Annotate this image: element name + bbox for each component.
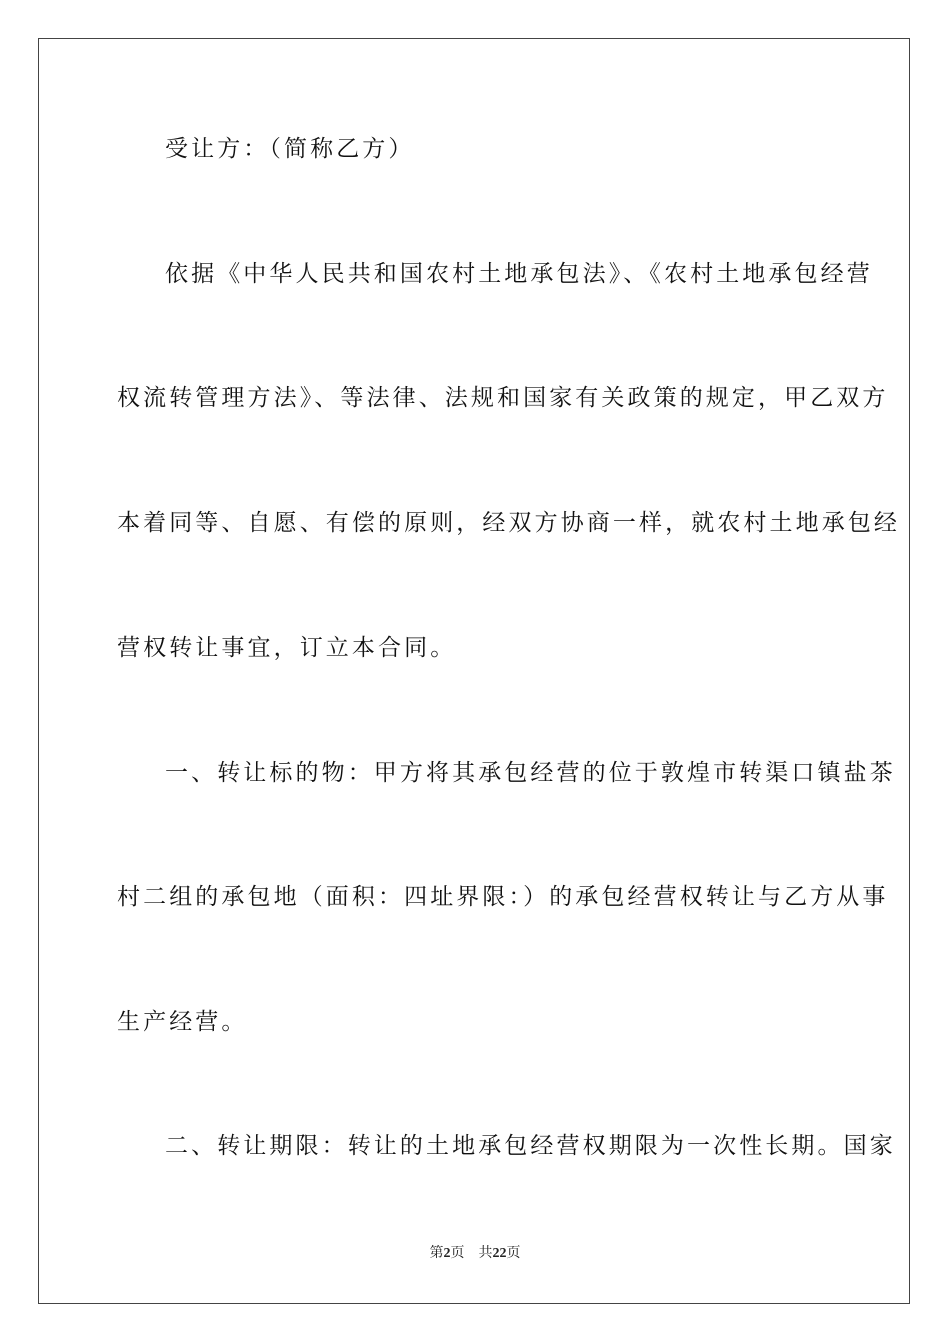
paragraph-line: 营权转让事宜，订立本合同。 [117, 635, 457, 661]
clause-line: 一、转让标的物：甲方将其承包经营的位于敦煌市转渠口镇盐茶 [165, 760, 896, 786]
paragraph-line: 依据《中华人民共和国农村土地承包法》、《农村土地承包经营 [165, 261, 873, 287]
page-number: 2 [443, 1246, 451, 1261]
clause-line: 二、转让期限：转让的土地承包经营权期限为一次性长期。国家 [165, 1133, 896, 1159]
page-suffix: 页 [450, 1246, 465, 1261]
clause-line: 生产经营。 [117, 1009, 248, 1035]
paragraph-line: 权流转管理方法》、等法律、法规和国家有关政策的规定，甲乙双方 [117, 385, 889, 411]
total-prefix: 共 [478, 1246, 493, 1261]
page-footer [0, 1245, 950, 1263]
clause-line: 村二组的承包地（面积：四址界限：）的承包经营权转让与乙方从事 [117, 884, 889, 910]
transferee-line: 受让方：（简称乙方） [165, 136, 415, 162]
paragraph-line: 本着同等、自愿、有偿的原则，经双方协商一样，就农村土地承包经 [117, 510, 900, 536]
page-prefix: 第 [429, 1246, 444, 1261]
total-suffix: 页 [506, 1246, 521, 1261]
total-pages: 22 [492, 1246, 507, 1261]
page-border [38, 38, 910, 1304]
